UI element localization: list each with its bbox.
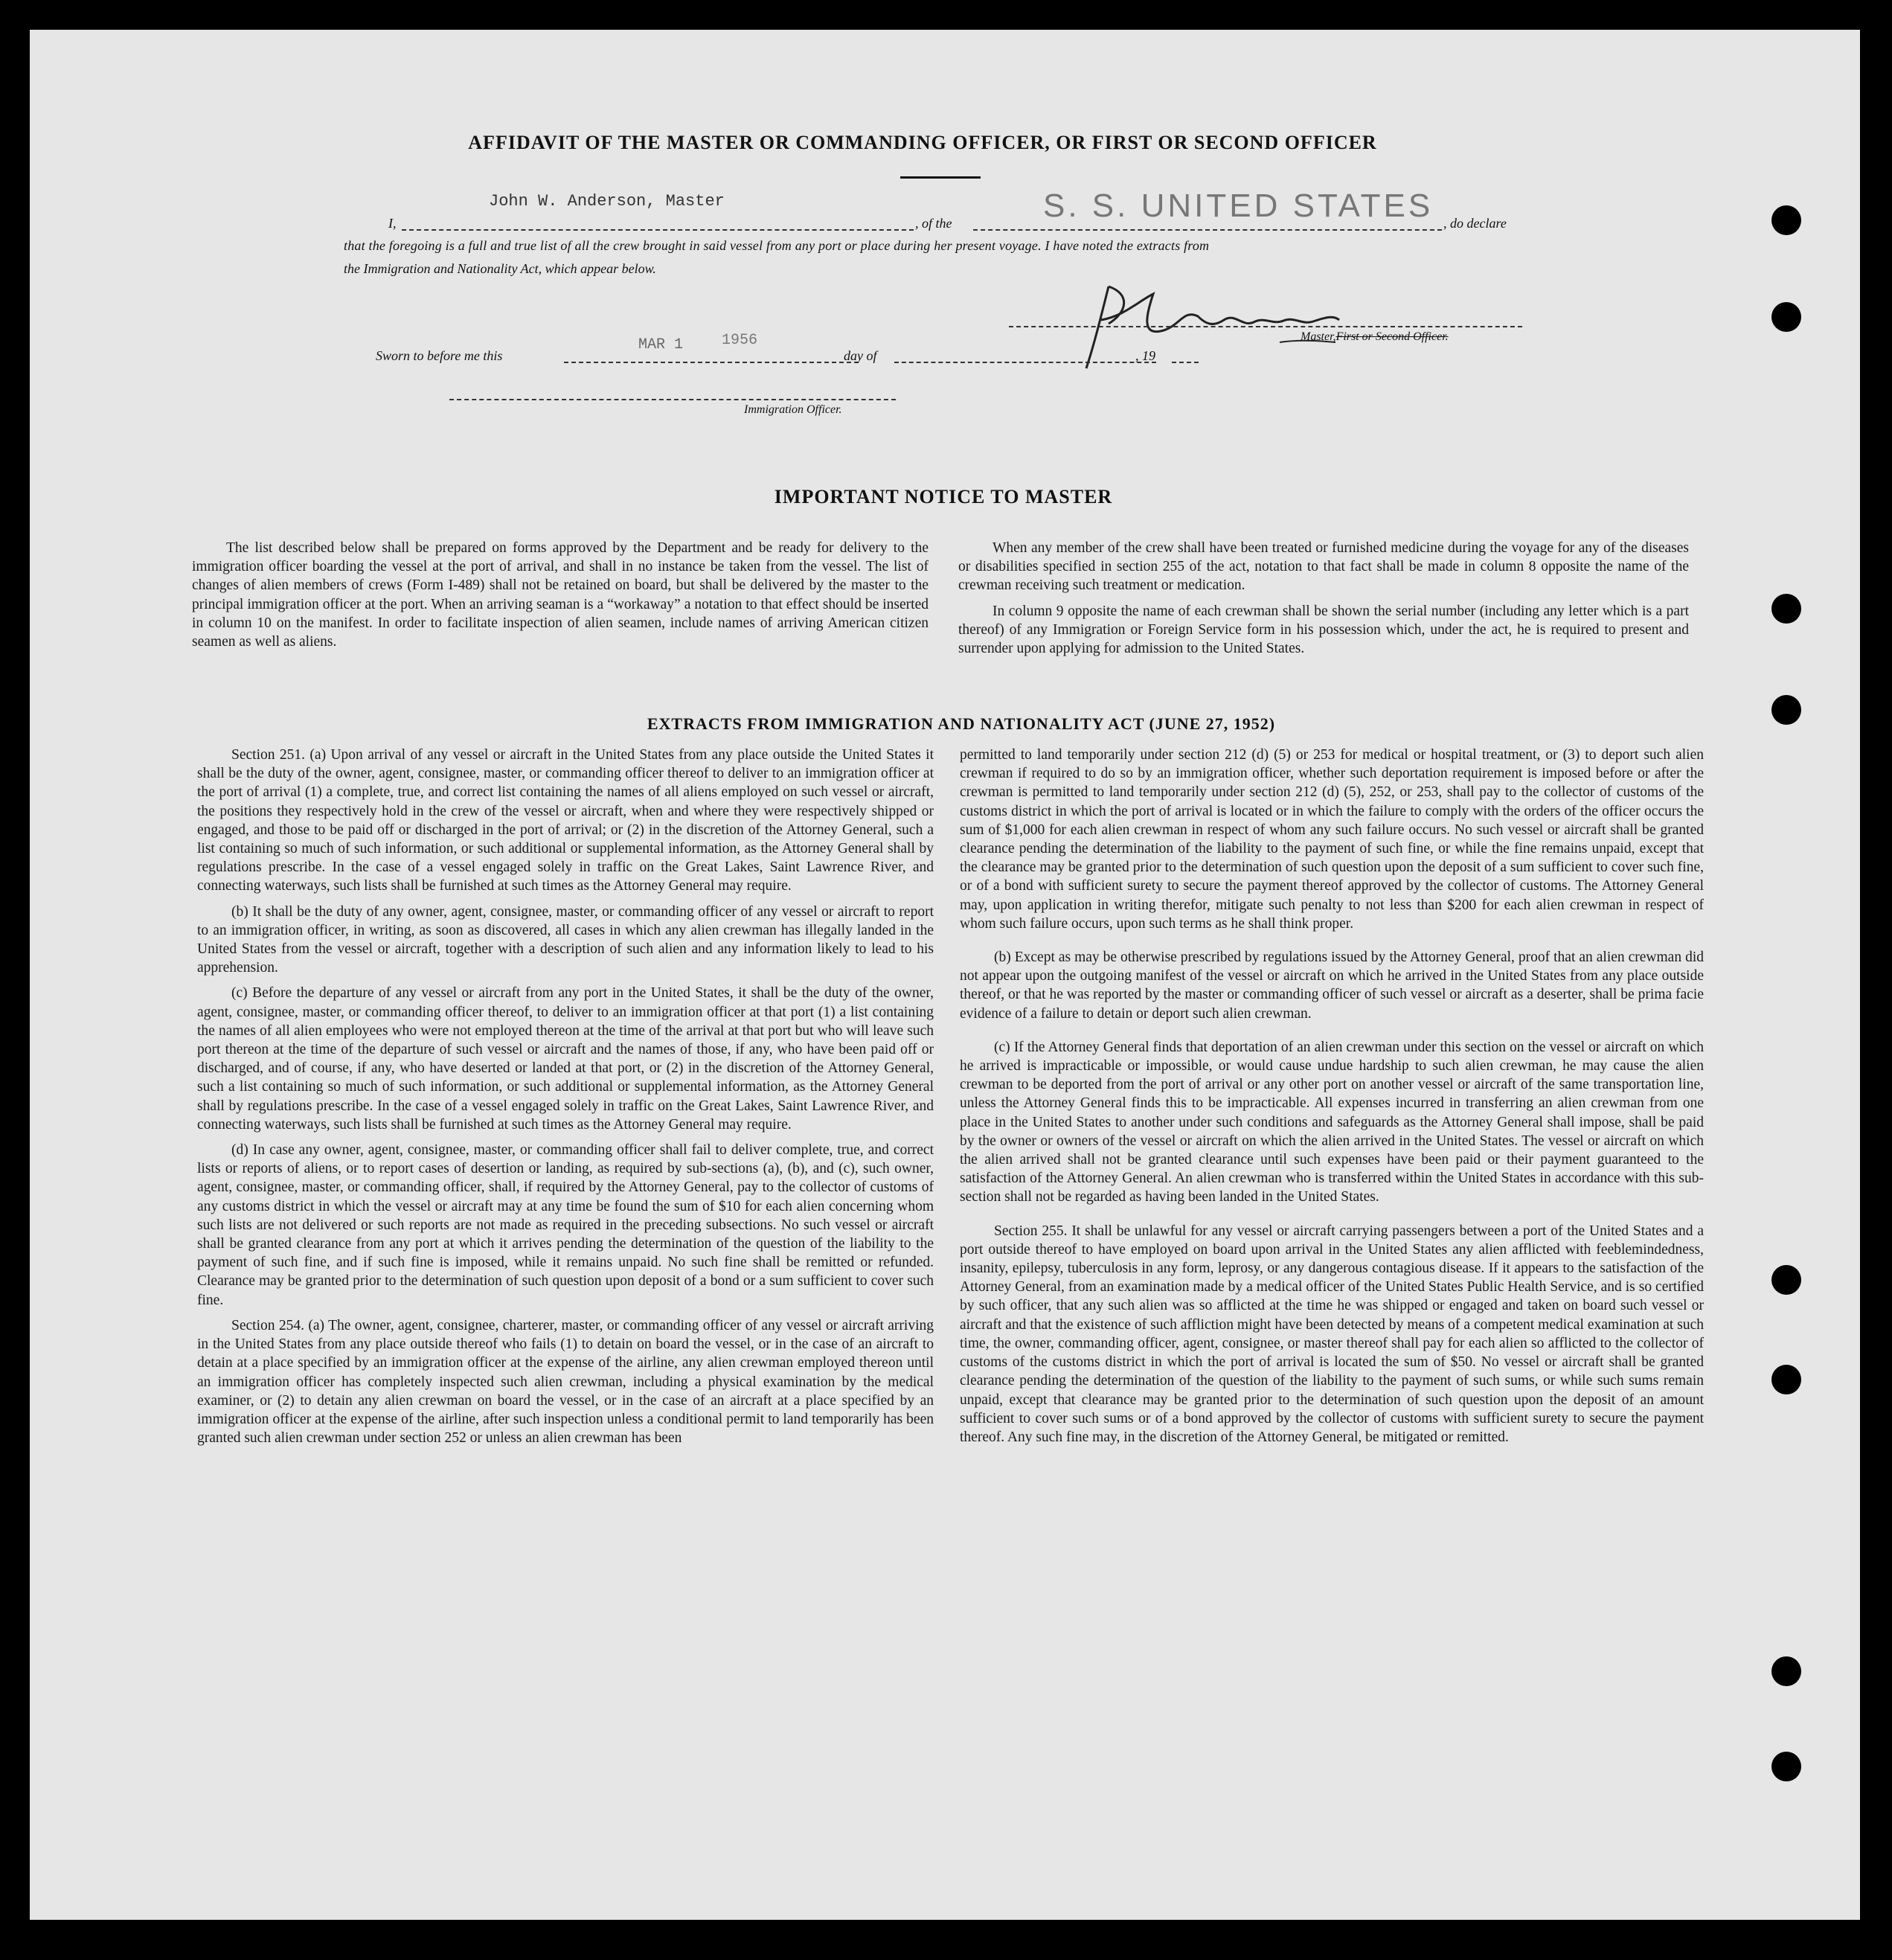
notice-left-paragraph: The list described below shall be prepared on forms approved by the Department and be ready for delivery to the immigration officer boarding the vessel at the port of arrival, and shall in no instance be taken from the vessel. The list of changes of alien members of crews (Form I-489) shall not be retained on board, but shall be delivered by the master to the principal immigration officer at the port. When an arriving seaman is a “workaway” a notation to that effect should be inserted in column 10 on the manifest. In order to facilitate inspection of alien seamen, include names of arriving American citizen seamen as well as aliens. [192, 540, 929, 650]
notice-title: IMPORTANT NOTICE TO MASTER [774, 486, 1113, 507]
immigration-officer-label: Immigration Officer. [744, 403, 842, 416]
section-254-b: (b) Except as may be otherwise prescribed by regulations issued by the Attorney General, proof that an alien crewman did not appear upon the outgoing manifest of the vessel or aircraft on which he arrived in the United States from any place outside thereof, or that he was reported by the master or commanding officer of such vessel or aircraft as a deserter, shall be prima facie evidence of a failure to detain or deport such alien crewman. [960, 949, 1704, 1022]
master-name-typed: John W. Anderson, Master [489, 192, 725, 211]
punch-hole [1771, 1752, 1801, 1781]
section-254-c: (c) If the Attorney General finds that deportation of an alien crewman under this section on the vessel or aircraft on which he arrived is impracticable or impossible, or would cause undue hardship to such alien crewman, he may cause the alien crewman to be deported from the port of arrival or any other port on another vessel or aircraft of the same transportation line, unless the Attorney General finds this to be impracticable. All expenses incurred in transferring an alien crewman from one place in the United States to another under such conditions and safeguards as the Attorney General shall impose, shall be paid by the owner or owners of the vessel or aircraft on which the alien arrived in the United States. The vessel or aircraft on which the alien arrived shall not be granted clearance until such expenses have been paid or their payment guaranteed to the satisfaction of the Attorney General. An alien crewman who is transferred within the United States in accordance with this sub-section shall not be regarded as having been landed in the United States. [960, 1039, 1704, 1205]
section-251-b: (b) It shall be the duty of any owner, agent, consignee, master, or commanding officer of any vessel or aircraft to report to an immigration officer, in writing, as soon as discovered, all cases in which any alien crewman has illegally landed in the United States from the vessel or aircraft, together with a description of such alien and any information likely to lead to his apprehension. [197, 903, 934, 976]
i-label: I, [388, 216, 397, 231]
sworn-date-stamp: MAR 1 [638, 336, 684, 353]
punch-hole [1771, 1656, 1801, 1686]
sworn-label: Sworn to before me this [376, 348, 503, 363]
master-signature [1056, 272, 1369, 383]
affidavit-body-line1: that the foregoing is a full and true list of all the crew brought in said vessel from any port or place during her present voyage. I have noted the extracts from [344, 238, 1210, 253]
punch-hole [1771, 1265, 1801, 1295]
notice-left-column [192, 539, 929, 658]
of-the-label: , of the [915, 216, 952, 231]
day-of-label: day of [844, 348, 877, 363]
year-label: , 19 [1135, 348, 1155, 363]
title-rule [900, 176, 981, 179]
name-field-line [402, 229, 914, 231]
section-254-a: Section 254. (a) The owner, agent, consignee, charterer, master, or commanding officer of any vessel or aircraft arriving in the United States from any place outside thereof who fails (1) to detain on board the vessel, or in the case of an aircraft to detain at a place specified by an immigration officer at the expense of the airline, any alien crewman employed thereon until an immigration officer has completely inspected such alien crewman, including a physical examination by the medical examiner, or (2) to detain any alien crewman on board the vessel, or in the case of an aircraft at a place specified by an immigration officer at the expense of the airline, after such inspection unless a conditional permit to land temporarily has been granted such alien crewman under section 252 or unless an alien crewman has been [197, 1317, 934, 1447]
immigration-officer-line [449, 399, 896, 400]
notice-right-paragraph: In column 9 opposite the name of each crewman shall be shown the serial number (including any letter which is a part thereof) of any Immigration or Foreign Service form in his possession which, under the act, he is required to present and surrender upon applying for admission to the United States. [958, 603, 1689, 657]
punch-hole [1771, 1365, 1801, 1394]
signature-line [1009, 326, 1522, 327]
punch-hole [1771, 594, 1801, 624]
section-251-c: (c) Before the departure of any vessel or aircraft from any port in the United States, it shall be the duty of the owner, agent, consignee, master, or commanding officer thereof, to deliver to an immigration officer at that port (1) a list containing the names of all alien employees who were not employed thereon at the time of the arrival at that port but who will leave such port thereon at the time of the departure of such vessel or aircraft and the names of those, if any, who have been paid off or discharged, and of course, if any, who have deserted or landed at that port, or (2) in the discretion of the Attorney General, such a list containing so much of such information, or such additional or supplemental information, as the Attorney General shall by regulations prescribe. In the case of a vessel engaged solely in traffic on the Great Lakes, Saint Lawrence River, and connecting waterways, such lists shall be furnished at such times as the Attorney General may require. [197, 985, 934, 1133]
punch-hole [1771, 302, 1801, 332]
section-251-d: (d) In case any owner, agent, consignee, master, or commanding officer shall fail to deliver complete, true, and correct lists or reports of aliens, or to report cases of desertion or landing, as required by sub-sections (a), (b), and (c), such owner, agent, consignee, master, or commanding officer, shall, if required by the Attorney General, pay to the collector of customs of any customs district in which the vessel or aircraft may at any time be found the sum of $10 for each alien concerning whom such lists are not delivered or such reports are not made as required in the preceding subsections. No such vessel or aircraft shall be granted clearance from any port at which it arrives pending the determination of the question of the liability to the payment of such fine, and if such fine is imposed, while it remains unpaid. No such fine shall be remitted or refunded. Clearance may be granted prior to the determination of such question upon deposit of a bond or a sum sufficient to cover such fine. [197, 1142, 934, 1308]
notice-right-paragraph: When any member of the crew shall have been treated or furnished medicine during the voyage for any of the diseases or disabilities specified in section 255 of the act, notation to that fact shall be made in column 8 opposite the name of the crewman receiving such treatment or medication. [958, 540, 1689, 594]
vessel-name-stamp: S. S. UNITED STATES [1043, 188, 1434, 224]
master-label: Master, [1301, 330, 1336, 343]
sworn-year-line [1172, 362, 1199, 363]
punch-hole [1771, 695, 1801, 725]
sworn-day-line [564, 362, 859, 363]
affidavit-title: AFFIDAVIT OF THE MASTER OR COMMANDING OFFICER, OR FIRST OR SECOND OFFICER [468, 132, 1377, 153]
extracts-title: EXTRACTS FROM IMMIGRATION AND NATIONALITY ACT (JUNE 27, 1952) [647, 714, 1276, 733]
section-255: Section 255. It shall be unlawful for any vessel or aircraft carrying passengers between a port of the United States and a port outside thereof to have employed on board upon arrival in the United States any alien afflicted with feeblemindedness, insanity, epilepsy, tuberculosis in any form, leprosy, or any dangerous contagious disease. If it appears to the satisfaction of the Attorney General, from an examination made by a medical officer of the United States Public Health Service, and is so certified by such officer, that any such alien was so afflicted at the time he was shipped or engaged and taken on board such vessel or aircraft and that the existence of such affliction might have been detected by means of a competent medical examination at such time, the owner, commanding officer, agent, consignee, or master thereof shall pay for each alien so afflicted to the collector of customs of the customs district in which the port of arrival is located the sum of $50. No vessel or aircraft shall be granted clearance pending the determination of the question of the liability to the payment of such sums, or while such sums remain unpaid, except that clearance may be granted prior to the determination of such question upon the deposit of an amount sufficient to cover such sums or of a bond approved by the collector of customs with sufficient surety to secure the payment thereof. Any such fine may, in the discretion of the Attorney General, be mitigated or remitted. [960, 1223, 1704, 1445]
struck-officer-label: First or Second Officer. [1335, 330, 1449, 343]
extracts-left-column [197, 746, 934, 1454]
affidavit-body-line2: the Immigration and Nationality Act, which appear below. [344, 261, 656, 276]
document-page [30, 30, 1860, 1920]
master-title [1301, 330, 1449, 344]
sworn-month-line [894, 362, 1156, 363]
section-251-a: Section 251. (a) Upon arrival of any vessel or aircraft in the United States from any place outside the United States it shall be the duty of the owner, agent, consignee, master, or commanding officer thereof to deliver to an immigration officer at the port of arrival (1) a complete, true, and correct list containing the names of all aliens employed on such vessel or aircraft, the positions they respectively hold in the crew of the vessel or aircraft, when and where they were respectively shipped or engaged, and those to be paid off or discharged in the port of arrival; or (2) in the discretion of the Attorney General, such a list containing so much of such information, or such additional or supplemental information, as the Attorney General shall by regulations prescribe. In the case of a vessel engaged solely in traffic on the Great Lakes, Saint Lawrence River, and connecting waterways, such lists shall be furnished at such times as the Attorney General may require. [197, 747, 934, 894]
extracts-right-column [960, 746, 1704, 1453]
punch-hole [1771, 205, 1801, 235]
notice-right-column [958, 539, 1689, 664]
declare-label: , do declare [1443, 216, 1507, 231]
sworn-year-stamp: 1956 [722, 332, 758, 349]
vessel-field-line [973, 229, 1442, 231]
section-254-a-continued: permitted to land temporarily under section 212 (d) (5) or 253 for medical or hospital treatment, or (3) to deport such alien crewman if required to do so by an immigration officer, whether such deportation requirement is imposed before or after the crewman is permitted to land temporarily under section 212 (d) (5), 252, or 253, shall pay to the collector of customs of the customs district in which the port of arrival is located or in which the failure to comply with the orders of the officer occurs the sum of $1,000 for each alien crewman in respect of whom any such failure occurs. No such vessel or aircraft shall be granted clearance pending the determination of the liability to the payment of such fine, or while the fine remains unpaid, except that the clearance may be granted prior to the determination of such question upon the deposit of a sum sufficient to cover such fine, or of a bond with sufficient surety to secure the payment thereof approved by the collector of customs. The Attorney General may, upon application in writing therefor, mitigate such penalty to not less than $200 for each alien crewman in respect of whom such failure occurs, upon such terms as he shall think proper. [960, 747, 1704, 932]
